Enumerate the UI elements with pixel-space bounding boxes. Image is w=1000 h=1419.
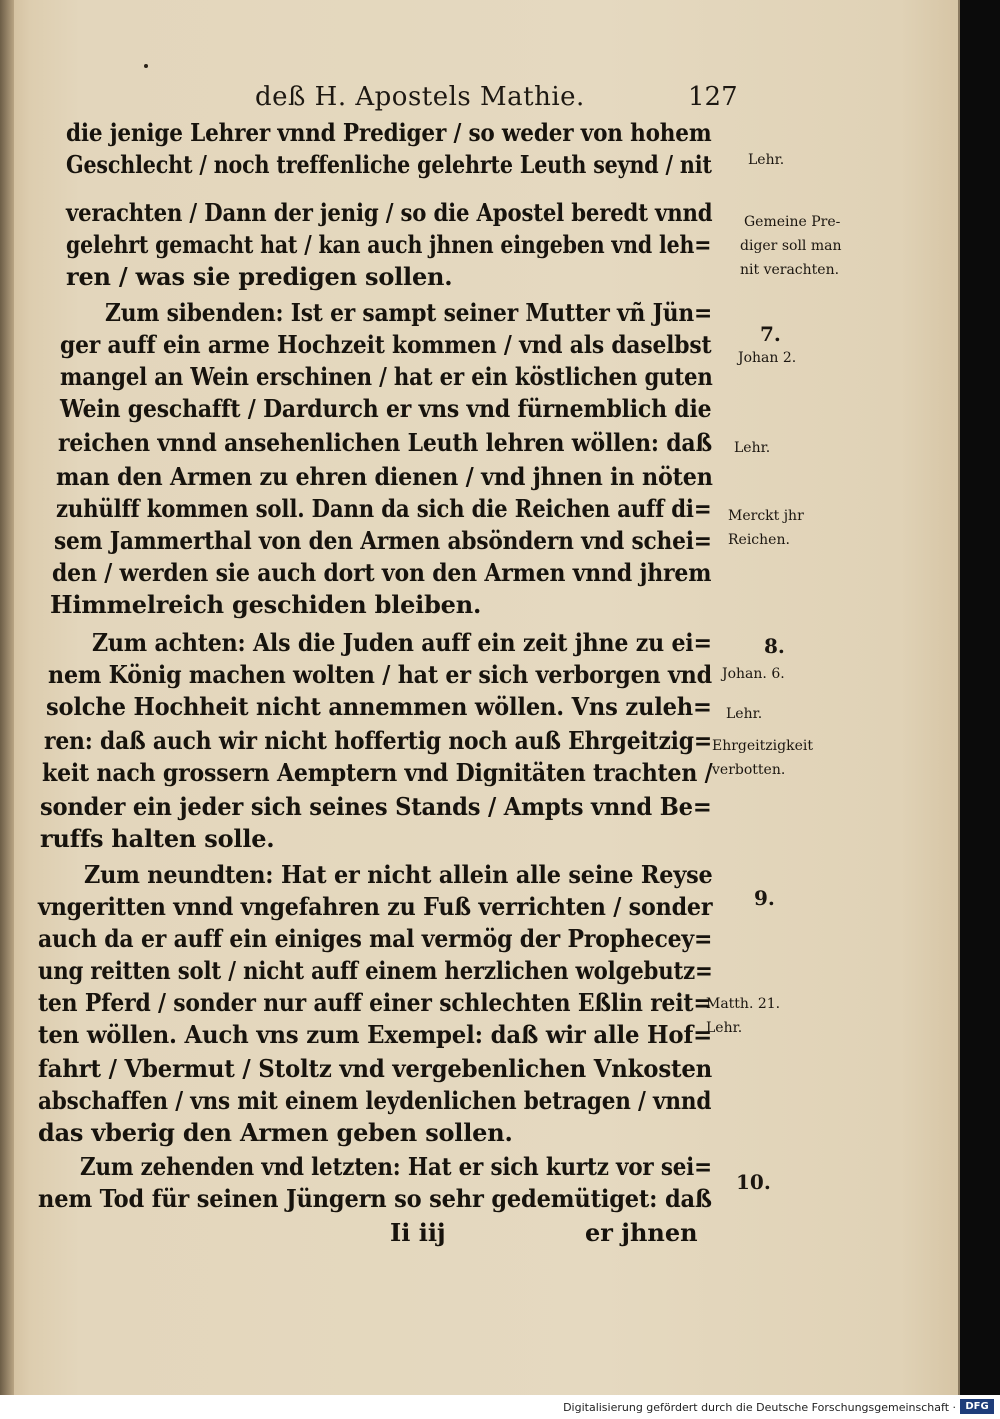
- ink-speck: [144, 64, 148, 68]
- body-line: ren: daß auch wir nicht hoffertig noch auß Ehrgeitzig=: [44, 726, 713, 755]
- body-line: Wein geschafft / Dardurch er vns vnd fürnemblich die: [60, 394, 712, 423]
- body-line: solche Hochheit nicht annemmen wöllen. Vns zuleh=: [46, 692, 712, 721]
- body-line: Himmelreich geschiden bleiben.: [50, 590, 482, 619]
- page-gutter-shadow: [0, 0, 14, 1395]
- body-line: ten wöllen. Auch vns zum Exempel: daß wir alle Hof=: [38, 1020, 713, 1049]
- margin-note: Reichen.: [728, 532, 790, 548]
- margin-note: Lehr.: [748, 152, 785, 168]
- body-line: Geschlecht / noch treffenliche gelehrte Leuth seynd / nit: [66, 150, 712, 179]
- body-line: zuhülff kommen soll. Dann da sich die Reichen auff di=: [56, 494, 712, 523]
- margin-note: Johan. 6.: [722, 666, 785, 682]
- catchword: er jhnen: [585, 1218, 698, 1247]
- body-line: abschaffen / vns mit einem leydenlichen betragen / vnnd: [38, 1086, 712, 1115]
- signature-mark: Ii iij: [390, 1218, 446, 1247]
- running-head: deß H. Apostels Mathie.: [255, 82, 585, 112]
- body-line: gelehrt gemacht hat / kan auch jhnen eingeben vnd leh=: [66, 230, 712, 259]
- body-line: nem König machen wolten / hat er sich verborgen vnd: [48, 660, 712, 689]
- margin-note: Gemeine Pre-: [744, 214, 841, 230]
- margin-note: Lehr.: [706, 1020, 743, 1036]
- funding-credit: Digitalisierung gefördert durch die Deutsche Forschungsgemeinschaft ·: [563, 1401, 956, 1414]
- body-line: Zum sibenden: Ist er sampt seiner Mutter vñ Jün=: [105, 298, 713, 327]
- body-line: das vberig den Armen geben sollen.: [38, 1118, 513, 1147]
- margin-note: verbotten.: [712, 762, 786, 778]
- margin-note: Merckt jhr: [728, 508, 804, 524]
- body-line: Zum achten: Als die Juden auff ein zeit jhne zu ei=: [92, 628, 712, 657]
- margin-chapter-number: 10.: [736, 1170, 771, 1194]
- body-line: ung reitten solt / nicht auff einem herzlichen wolgebutz=: [38, 956, 713, 985]
- page-number: 127: [688, 82, 738, 112]
- body-line: auch da er auff ein einiges mal vermög der Prophecey=: [38, 924, 713, 953]
- dfg-logo: DFG: [960, 1399, 994, 1414]
- body-line: ren / was sie predigen sollen.: [66, 262, 453, 291]
- body-line: sem Jammerthal von den Armen absöndern vnd schei=: [54, 526, 712, 555]
- body-line: Zum zehenden vnd letzten: Hat er sich kurtz vor sei=: [80, 1152, 712, 1181]
- body-line: den / werden sie auch dort von den Armen vnnd jhrem: [52, 558, 712, 587]
- body-line: keit nach grossern Aemptern vnd Dignitäten trachten /: [42, 758, 713, 787]
- margin-note: diger soll man: [740, 238, 842, 254]
- margin-chapter-number: 8.: [764, 634, 785, 658]
- body-line: ten Pferd / sonder nur auff einer schlechten Eßlin reit=: [38, 988, 712, 1017]
- body-line: fahrt / Vbermut / Stoltz vnd vergebenlichen Vnkosten: [38, 1054, 713, 1083]
- margin-note: Matth. 21.: [706, 996, 781, 1012]
- margin-chapter-number: 9.: [754, 886, 775, 910]
- body-line: mangel an Wein erschinen / hat er ein köstlichen guten: [60, 362, 713, 391]
- margin-note: nit verachten.: [740, 262, 840, 278]
- body-line: ruffs halten solle.: [40, 824, 275, 853]
- body-line: Zum neundten: Hat er nicht allein alle seine Reyse: [84, 860, 713, 889]
- body-line: verachten / Dann der jenig / so die Apostel beredt vnnd: [66, 198, 713, 227]
- body-line: vngeritten vnnd vngefahren zu Fuß verrichten / sonder: [38, 892, 713, 921]
- margin-note: Johan 2.: [738, 350, 797, 366]
- body-line: reichen vnnd ansehenlichen Leuth lehren wöllen: daß: [58, 428, 712, 457]
- margin-chapter-number: 7.: [760, 322, 781, 346]
- body-line: nem Tod für seinen Jüngern so sehr gedemütiget: daß: [38, 1184, 712, 1213]
- body-line: man den Armen zu ehren dienen / vnd jhnen in nöten: [56, 462, 713, 491]
- body-line: die jenige Lehrer vnnd Prediger / so weder von hohem: [66, 118, 712, 147]
- margin-note: Lehr.: [726, 706, 763, 722]
- body-line: ger auff ein arme Hochzeit kommen / vnd als daselbst: [60, 330, 712, 359]
- margin-note: Lehr.: [734, 440, 771, 456]
- margin-note: Ehrgeitzigkeit: [712, 738, 813, 754]
- body-line: sonder ein jeder sich seines Stands / Ampts vnnd Be=: [40, 792, 712, 821]
